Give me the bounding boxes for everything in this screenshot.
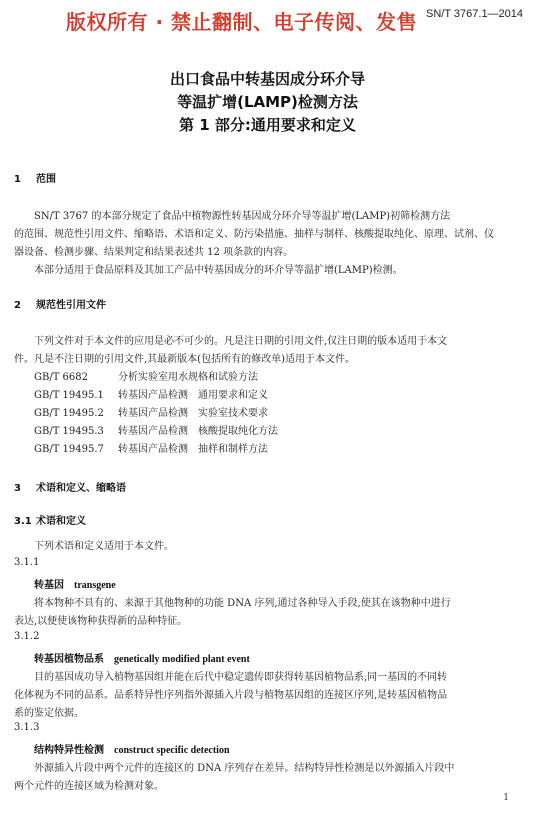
reference-title: 分析实验室用水规格和试验方法 [118,372,258,383]
term-en: genetically modified plant event [114,654,250,665]
reference-title: 转基因产品检测 抽样和制样方法 [118,444,268,455]
term-heading [34,650,250,665]
paragraph-line: 件。凡是不注日期的引用文件,其最新版本(包括所有的修改单)适用于本文件。 [14,354,355,365]
reference-code: GB/T 19495.2 [34,408,104,419]
section-title: 术语和定义、缩略语 [36,483,126,494]
definition-line: 表达,以便使该物种获得新的品种特征。 [14,616,188,627]
term-number: 3.1.3 [14,722,40,733]
reference-title: 转基因产品检测 实验室技术要求 [118,408,268,419]
term-zh: 结构特异性检测 [34,745,104,756]
section-number: 3 [14,483,21,494]
copyright-banner: 版权所有 · 禁止翻制、电子传阅、发售 [66,10,418,34]
term-heading [34,741,230,756]
term-zh: 转基因 [34,580,64,591]
section-number: 2 [14,300,21,311]
term-number: 3.1.1 [14,557,40,568]
section-title: 规范性引用文件 [36,300,106,311]
reference-item [34,440,268,455]
definition-line: 将本物种不具有的、来源于其他物种的功能 DNA 序列,通过各种导入手段,使其在该物种中进行 [34,598,451,609]
section-3-heading [14,479,126,494]
term-number: 3.1.2 [14,631,40,642]
paragraph-line: 下列术语和定义适用于本文件。 [34,541,174,552]
paragraph-line: SN/T 3767 的本部分规定了食品中植物源性转基因成分环介导等温扩增(LAMP)初筛检测方法 [34,211,451,222]
term-heading [34,576,116,591]
page-number: 1 [503,793,509,803]
reference-code: GB/T 19495.3 [34,426,104,437]
reference-title: 转基因产品检测 通用要求和定义 [118,390,268,401]
reference-item [34,404,268,419]
reference-title: 转基因产品检测 核酸提取纯化方法 [118,426,278,437]
definition-line: 两个元件的连接区域为检测对象。 [14,781,164,792]
term-en: construct specific detection [114,745,230,756]
term-zh: 转基因植物品系 [34,654,104,665]
paragraph-line: 的范围、规范性引用文件、缩略语、术语和定义、防污染措施、抽样与制样、核酸提取纯化、原理、试剂、仪 [14,229,494,240]
definition-line: 化体视为不同的品系。品系特异性序列指外源插入片段与植物基因组的连接区序列,是转基因植物品 [14,690,448,701]
paragraph-line: 下列文件对于本文件的应用是必不可少的。凡是注日期的引用文件,仅注日期的版本适用于本文 [34,336,448,347]
reference-item [34,386,268,401]
section-number: 1 [14,174,21,185]
subsection-number: 3.1 [14,516,32,527]
title-line-2: 等温扩增(LAMP)检测方法 [177,93,358,111]
reference-item [34,422,278,437]
definition-line: 目的基因成功导入植物基因组并能在后代中稳定遗传即获得转基因植物品系,同一基因的不同转 [34,672,448,683]
definition-line: 系的鉴定依据。 [14,708,84,719]
definition-line: 外源插入片段中两个元件的连接区的 DNA 序列存在差异。结构特异性检测是以外源插入片段中 [34,763,455,774]
section-1-heading [14,170,56,185]
paragraph-line: 本部分适用于食品原料及其加工产品中转基因成分的环介导等温扩增(LAMP)检测。 [34,265,403,276]
title-line-3: 第 1 部分:通用要求和定义 [179,116,356,134]
term-en: transgene [74,580,116,591]
section-2-heading [14,296,106,311]
reference-item [34,368,258,383]
reference-code: GB/T 6682 [34,372,89,383]
section-title: 范围 [36,174,56,185]
standard-number: SN/T 3767.1—2014 [426,8,524,20]
subsection-title: 术语和定义 [36,516,86,527]
subsection-3-1-heading [14,512,86,527]
reference-code: GB/T 19495.1 [34,390,104,401]
title-line-1: 出口食品中转基因成分环介导 [169,70,365,88]
reference-code: GB/T 19495.7 [34,444,104,455]
paragraph-line: 器设备、检测步骤、结果判定和结果表述共 12 项条款的内容。 [14,247,294,258]
